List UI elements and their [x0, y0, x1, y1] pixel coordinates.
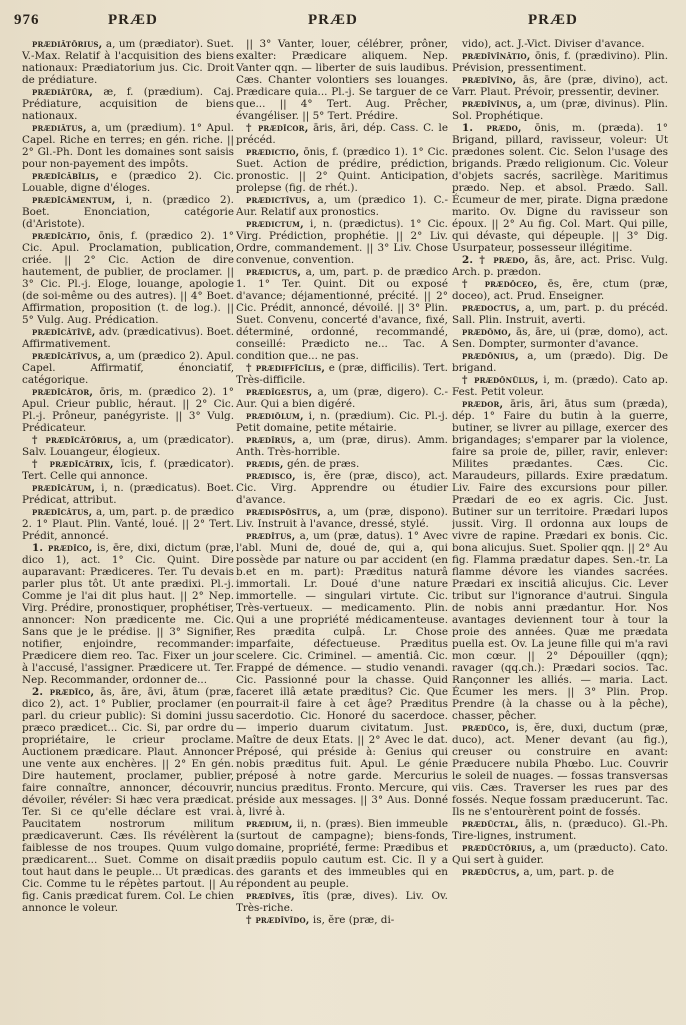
dictionary-entry	[452, 38, 668, 50]
entry-definition: a, um (prædico 2). Apul. Capel. Affirmatif, énonciatif, catégorique.	[22, 350, 234, 386]
dictionary-entry	[236, 218, 448, 266]
entry-headword: prædūctōrius,	[462, 842, 536, 854]
entry-headword: prædiŏlum,	[246, 410, 304, 422]
dictionary-entry	[236, 38, 448, 122]
entry-headword: prædiātōrius,	[32, 38, 103, 50]
entry-headword: † prædiffĭcĭlis,	[246, 362, 326, 374]
dictionary-entry	[452, 398, 668, 722]
entry-headword: prædĭcātīvus,	[32, 350, 102, 362]
entry-definition: i, m. (prædo). Cato ap. Fest. Petit voleur.	[452, 374, 668, 398]
dictionary-entry	[452, 278, 668, 302]
entry-definition: e (prædico 2). Cic. Louable, digne d'éloges.	[22, 170, 234, 194]
dictionary-entry	[236, 122, 448, 146]
entry-definition: ās, āre, āvi, ātum (præ, dico 2), act. 1° Publier, proclamer (en parl. du crieur public): Si domini jussu præco prædicet... Cic. Si, par ordre du propriétaire, le crieur proclame. Auctionem prædicare. Plaut. Annoncer une vente aux enchères. || 2° En gén. Dire hautement, proclamer, publier, faire connaître, annoncer, découvrir, dévoiler, révéler: Si hæc vera prædicat. Ter. Si ce qu'elle déclare est vrai. Paucitatem nostrorum militum prædicaverunt. Cæs. Ils révélèrent la faiblesse de nos troupes. Quum vulgo prædicarent... Suet. Comme on disait tout haut dans le peuple... Ut prædicas. Cic. Comme tu le répètes partout. || Au fig. Canis prædicat furem. Col. Le chien annonce le voleur.	[22, 686, 234, 914]
entry-definition: āris, āri, ātus sum (præda), dép. 1° Faire du butin à la guerre, butiner, se livrer au pillage, exercer des brigandages; s'emparer par la violence, faire sa proie de, piller, ravir, enlever: Milites prædantes. Cæs. Cic. Maraudeurs, pillards. Exire prædatum. Liv. Faire des excursions pour piller. Prædari de eo ex agris. Cic. Just. Butiner sur un territoire. Prædari lupos jussit. Virg. Il ordonna aux loups de vivre de rapine. Prædari ex bonis. Cic. bona alicujus. Suet. Spolier qqn. || 2° Au fig. Flamma prædatur dapes. Sen.-tr. La flamme dévore les viandes sacrées. Prædari ex inscitiâ alicujus. Cic. Lever tribut sur l'ignorance d'autrui. Singula de nobis anni prædantur. Hor. Nos avantages deviennent tour à tour la proie des années. Quæ me prædata puella est. Ov. La jeune fille qui m'a ravi mon cœur. || 2° Dépouiller (qqn); ravager (qq.ch.): Prædari socios. Tac. Rançonner les alliés. — maria. Lact. Écumer les mers. || 3° Plin. Prop. Prendre (à la chasse ou à la pêche), chasser, pêcher.	[452, 398, 668, 722]
dictionary-entry	[236, 146, 448, 194]
entry-headword: prædīvīno,	[462, 74, 517, 86]
running-head-center: PRÆD	[308, 12, 358, 28]
dictionary-entry	[236, 266, 448, 362]
dictionary-entry	[22, 350, 234, 386]
dictionary-entry	[452, 98, 668, 122]
column-2	[236, 38, 448, 1025]
running-head-left: PRÆD	[108, 12, 158, 28]
dictionary-entry	[22, 506, 234, 542]
entry-definition: ēs, ēre, ctum (præ, doceo), act. Prud. Enseigner.	[452, 278, 668, 302]
entry-headword: prædĭtus,	[246, 530, 296, 542]
entry-definition: ĭtis (præ, dives). Liv. Ov. Très-riche.	[236, 890, 448, 914]
entry-headword: † prædīvĭdo,	[246, 914, 310, 926]
dictionary-entry	[236, 890, 448, 914]
entry-headword: prædictīvus,	[246, 194, 311, 206]
dictionary-entry	[452, 350, 668, 374]
entry-definition: ōris, m. (prædico 2). 1° Apul. Crieur public, héraut. || 2° Cic. Pl.-j. Prôneur, panégyriste. || 3° Vulg. Prédicateur.	[22, 386, 234, 434]
entry-definition: a, um (præ, digero). C.-Aur. Qui a bien digéré.	[236, 386, 448, 410]
entry-definition: gén. de præs.	[287, 458, 360, 470]
entry-definition: a, um, part. p. de prædico 1. 1° Ter. Quint. Dit ou exposé d'avance; déjamentionné, précité. || 2° Cic. Prédit, annoncé, dévoilé. || 3° Plin. Suet. Convenu, concerté d'avance, fixé, déterminé, ordonné, recommandé, conseillé: Prædicto ne... Tac. A condition que... ne pas.	[236, 266, 448, 362]
column-1	[22, 38, 234, 1025]
entry-definition: a, um (prædiator). Suet. V.-Max. Relatif à l'acquisition des biens nationaux: Prædiatorium jus. Cic. Droit de prédiature.	[22, 38, 234, 86]
dictionary-entry	[452, 722, 668, 818]
entry-headword: prædĭcātus,	[32, 506, 93, 518]
entry-definition: is, ēre, dixi, dictum (præ, dico 1), act. 1° Cic. Quint. Dire auparavant: Prædiceres. Ter. Tu devais parler plus tôt. Ut ante prædixi. Pl.-j. Comme je l'ai dit plus haut. || 2° Nep. Virg. Prédire, pronostiquer, prophétiser, annoncer: Non prædicente me. Cic. Sans que je le prédise. || 3° Signifier, notifier, enjoindre, recommander: Prædicere diem reo. Tac. Fixer un jour à l'accusé, l'assigner. Prædicere ut. Ter. Nep. Recommander, ordonner de...	[22, 542, 234, 686]
entry-headword: prædŏmo,	[462, 326, 512, 338]
entry-headword: prædictum,	[246, 218, 304, 230]
entry-headword: † prædŏceo,	[462, 278, 538, 290]
entry-headword: 1. prædo,	[462, 122, 522, 134]
dictionary-entry	[236, 530, 448, 818]
entry-definition: a, um, part. p. de	[523, 866, 614, 878]
entry-definition: e (præ, difficilis). Tert. Très-difficile.	[236, 362, 448, 386]
dictionary-entry	[236, 470, 448, 506]
dictionary-entry	[452, 866, 668, 878]
entry-headword: prædoctus,	[462, 302, 521, 314]
dictionary-entry	[452, 254, 668, 278]
dictionary-entry	[22, 194, 234, 230]
entry-definition: īcis, f. (prædicator). Tert. Celle qui annonce.	[22, 458, 234, 482]
dictionary-entry	[236, 410, 448, 434]
entry-definition: ōnis, f. (prædico 2). 1° Cic. Apul. Proclamation, publication, criée. || 2° Cic. Action de dire hautement, de publier, de proclamer. || 3° Cic. Pl.-j. Eloge, louange, apologie (de soi-même ou des autres). || 4° Boet. Affirmation, proposition (t. de log.). || 5° Vulg. Aug. Prédication.	[22, 230, 234, 326]
entry-definition: a, um, part. p. du précéd. Sall. Plin. Instruit, averti.	[452, 302, 668, 326]
entry-headword: prædĭcātīvē,	[32, 326, 96, 338]
dictionary-entry	[236, 458, 448, 470]
entry-headword: prædūctal,	[462, 818, 519, 830]
entry-headword: prædīvīnātio,	[462, 50, 531, 62]
page-header	[0, 12, 686, 34]
entry-definition: ōnis, f. (prædico 1). 1° Cic. Suet. Action de prédire, prédiction, pronostic. || 2° Quint. Anticipation, prolepse (fig. de rhét.).	[236, 146, 448, 194]
entry-headword: 2. † prædo,	[462, 254, 529, 266]
dictionary-entry	[452, 50, 668, 74]
entry-definition: is, ĕre (præ, di-	[312, 914, 395, 926]
entry-definition: i, n. (prædium). Cic. Pl.-j. Petit domaine, petite métairie.	[236, 410, 448, 434]
entry-definition: a, um (præ, dirus). Amm. Anth. Très-horrible.	[236, 434, 448, 458]
dictionary-entry	[452, 302, 668, 326]
entry-headword: prædisco,	[246, 470, 296, 482]
dictionary-entry	[22, 122, 234, 170]
dictionary-entry	[22, 434, 234, 458]
entry-headword: prædūctus,	[462, 866, 521, 878]
entry-headword: † prædōnŭlus,	[462, 374, 539, 386]
entry-definition: a, um (prædico 1). C.-Aur. Relatif aux pronostics.	[236, 194, 448, 218]
entry-definition: a, um (præ, divinus). Plin. Sol. Prophétique.	[452, 98, 668, 122]
entry-headword: prædĭcātor,	[32, 386, 94, 398]
entry-headword: prædiātus,	[32, 122, 87, 134]
entry-definition: i, n. (prædico 2). Boet. Enonciation, catégorie (d'Aristote).	[22, 194, 234, 230]
entry-headword: † prædĭcātrix,	[32, 458, 114, 470]
entry-definition: ōnis, m. (præda). 1° Brigand, pillard, ravisseur, voleur: Ut prædones solent. Cic. Selon l'usage des brigands. Prædo religionum. Cic. Voleur d'objets sacrés, sacrilège. Maritimus prædo. Nep. et absol. Prædo. Sall. Écumeur de mer, pirate. Digna prædone marito. Ov. Digne du ravisseur son époux. || 2° Au fig. Col. Mart. Qui pille, qui dévaste, qui dépeuple. || 3° Dig. Usurpateur, possesseur illégitime.	[452, 122, 668, 254]
entry-headword: prædium,	[246, 818, 293, 830]
dictionary-entry	[452, 122, 668, 254]
entry-definition: || 3° Vanter, louer, célébrer, prôner, exalter: Prædicare aliquem. Nep. Vanter qqn. — liberter de suis laudibus. Cæs. Chanter volontiers ses louanges. Prædicare quia... Pl.-j. Se targuer de ce que... || 4° Tert. Aug. Prêcher, évangéliser. || 5° Tert. Prédire.	[236, 38, 448, 122]
entry-headword: † prædĭcor,	[246, 122, 309, 134]
entry-headword: prædĭcābĭlis,	[32, 170, 100, 182]
entry-headword: 2. prædĭco,	[32, 686, 95, 698]
entry-definition: is, ĕre (præ, disco), act. Cic. Virg. Apprendre ou étudier d'avance.	[236, 470, 448, 506]
dictionary-entry	[22, 686, 234, 914]
entry-headword: prædĭcāmentum,	[32, 194, 116, 206]
entry-headword: 1. prædīco,	[32, 542, 93, 554]
dictionary-entry	[22, 542, 234, 686]
dictionary-entry	[22, 170, 234, 194]
entry-headword: prædor,	[462, 398, 504, 410]
entry-definition: ās, āre (præ, divino), act. Varr. Plaut. Prévoir, pressentir, deviner.	[452, 74, 668, 98]
entry-definition: is, ĕre, duxi, ductum (præ, duco), act. Mener devant (au fig.), creuser ou construire en avant: Præducere nubila Phœbo. Luc. Couvrir le soleil de nuages. — fossas transversas viis. Cæs. Traverser les rues par des fossés. Neque fossam præducerunt. Tac. Ils ne s'entourèrent point de fossés.	[452, 722, 668, 818]
entry-definition: adv. (prædicativus). Boet. Affirmativement.	[22, 326, 234, 350]
dictionary-entry	[452, 374, 668, 398]
page-number: 976	[14, 12, 40, 28]
dictionary-entry	[236, 434, 448, 458]
dictionary-entry	[452, 818, 668, 842]
entry-definition: ii, n. (præs). Bien immeuble (surtout de campagne); biens-fonds, domaine, propriété, ferme: Prædibus et prædiis populo cautum est. Cic. Il y a des garants et des immeubles qui en répondent au peuple.	[236, 818, 448, 890]
dictionary-entry	[22, 458, 234, 482]
entry-definition: āris, āri, dép. Cass. C. le précéd.	[236, 122, 448, 146]
column-3	[452, 38, 668, 1025]
entry-headword: prædīgestus,	[246, 386, 313, 398]
dictionary-entry	[22, 326, 234, 350]
entry-headword: prædīves,	[246, 890, 295, 902]
dictionary-entry	[22, 38, 234, 86]
dictionary-entry	[236, 914, 448, 926]
entry-headword: prædīvīnus,	[462, 98, 522, 110]
entry-headword: prædictus,	[246, 266, 302, 278]
dictionary-entry	[452, 326, 668, 350]
entry-definition: vido), act. J.-Vict. Diviser d'avance.	[462, 38, 645, 50]
running-head-right: PRÆD	[528, 12, 578, 28]
dictionary-entry	[236, 362, 448, 386]
entry-headword: † prædĭcātōrius,	[32, 434, 122, 446]
dictionary-entry	[22, 230, 234, 326]
entry-headword: prædōnius,	[462, 350, 519, 362]
dictionary-entry	[236, 818, 448, 890]
dictionary-entry	[236, 506, 448, 530]
entry-definition: ās, āre, ui (præ, domo), act. Sen. Dompter, surmonter d'avance.	[452, 326, 668, 350]
dictionary-entry	[452, 74, 668, 98]
entry-headword: prædiātūra,	[32, 86, 94, 98]
entry-definition: i, n. (prædictus). 1° Cic. Virg. Prédiction, prophétie. || 2° Liv. Ordre, commandement. || 3° Liv. Chose convenue, convention.	[236, 218, 448, 266]
entry-headword: prædispŏsĭtus,	[246, 506, 322, 518]
entry-headword: prædĭcātum,	[32, 482, 96, 494]
entry-definition: a, um (præ, datus). 1° Avec l'abl. Muni de, doué de, qui a, qui possède par nature ou par accident (en b.et en m. part): Præditus naturâ immortali. Lr. Doué d'une nature immortelle. — singulari virtute. Cic. Très-vertueux. — medicamento. Plin. Qui a une propriété médicamenteuse. Res prædita culpâ. Lr. Chose imparfaite, défectueuse. Præditus scelere. Cic. Criminel. — amentiâ. Cic. Frappé de démence. — studio venandi. Cic. Passionné pour la chasse. Quid faceret illâ ætate præditus? Cic. Que pourrait-il faire à cet âge? Præditus sacerdotio. Cic. Honoré du sacerdoce. — imperio duarum civitatum. Just. Maître de deux Etats. || 2° Avec le dat. Préposé, qui préside à: Genius qui nobis præditus fuit. Apul. Le génie préposé à notre garde. Mercurius nuncius præditus. Fronto. Mercure, qui préside aux messages. || 3° Aus. Donné à, livré à.	[236, 530, 448, 818]
entry-definition: a, um (præducto). Cato. Qui sert à guider.	[452, 842, 668, 866]
entry-definition: ālis, n. (præduco). Gl.-Ph. Tire-lignes, instrument.	[452, 818, 668, 842]
entry-headword: prædīrus,	[246, 434, 297, 446]
entry-definition: a, um (prædium). 1° Apul. Capel. Riche en terres; en gén. riche. || 2° Gl.-Ph. Dont les domaines sont saisis pour non-payement des impôts.	[22, 122, 234, 170]
dictionary-entry	[22, 386, 234, 434]
entry-definition: a, um (præ, dispono). Liv. Instruit à l'avance, dressé, stylé.	[236, 506, 448, 530]
dictionary-entry	[22, 86, 234, 122]
entry-definition: a, um (prædicator). Salv. Louangeur, élogieux.	[22, 434, 234, 458]
entry-definition: æ, f. (prædium). Caj. Prédiature, acquisition de biens nationaux.	[22, 86, 234, 122]
dictionary-entry	[452, 842, 668, 866]
entry-headword: prædūco,	[462, 722, 510, 734]
dictionary-entry	[236, 386, 448, 410]
entry-headword: prædictio,	[246, 146, 300, 158]
entry-headword: prædĭcātio,	[32, 230, 91, 242]
entry-definition: ōnis, f. (prædivino). Plin. Prévision, pressentiment.	[452, 50, 668, 74]
entry-headword: prædis,	[246, 458, 284, 470]
entry-definition: a, um (prædo). Dig. De brigand.	[452, 350, 668, 374]
entry-definition: a, um, part. p. de prædico 2. 1° Plaut. Plin. Vanté, loué. || 2° Tert. Prédit, annoncé.	[22, 506, 234, 542]
dictionary-entry	[236, 194, 448, 218]
dictionary-entry	[22, 482, 234, 506]
entry-definition: ās, āre, act. Prisc. Vulg. Arch. p. prædon.	[452, 254, 668, 278]
entry-definition: i, n. (prædicatus). Boet. Prédicat, attribut.	[22, 482, 234, 506]
